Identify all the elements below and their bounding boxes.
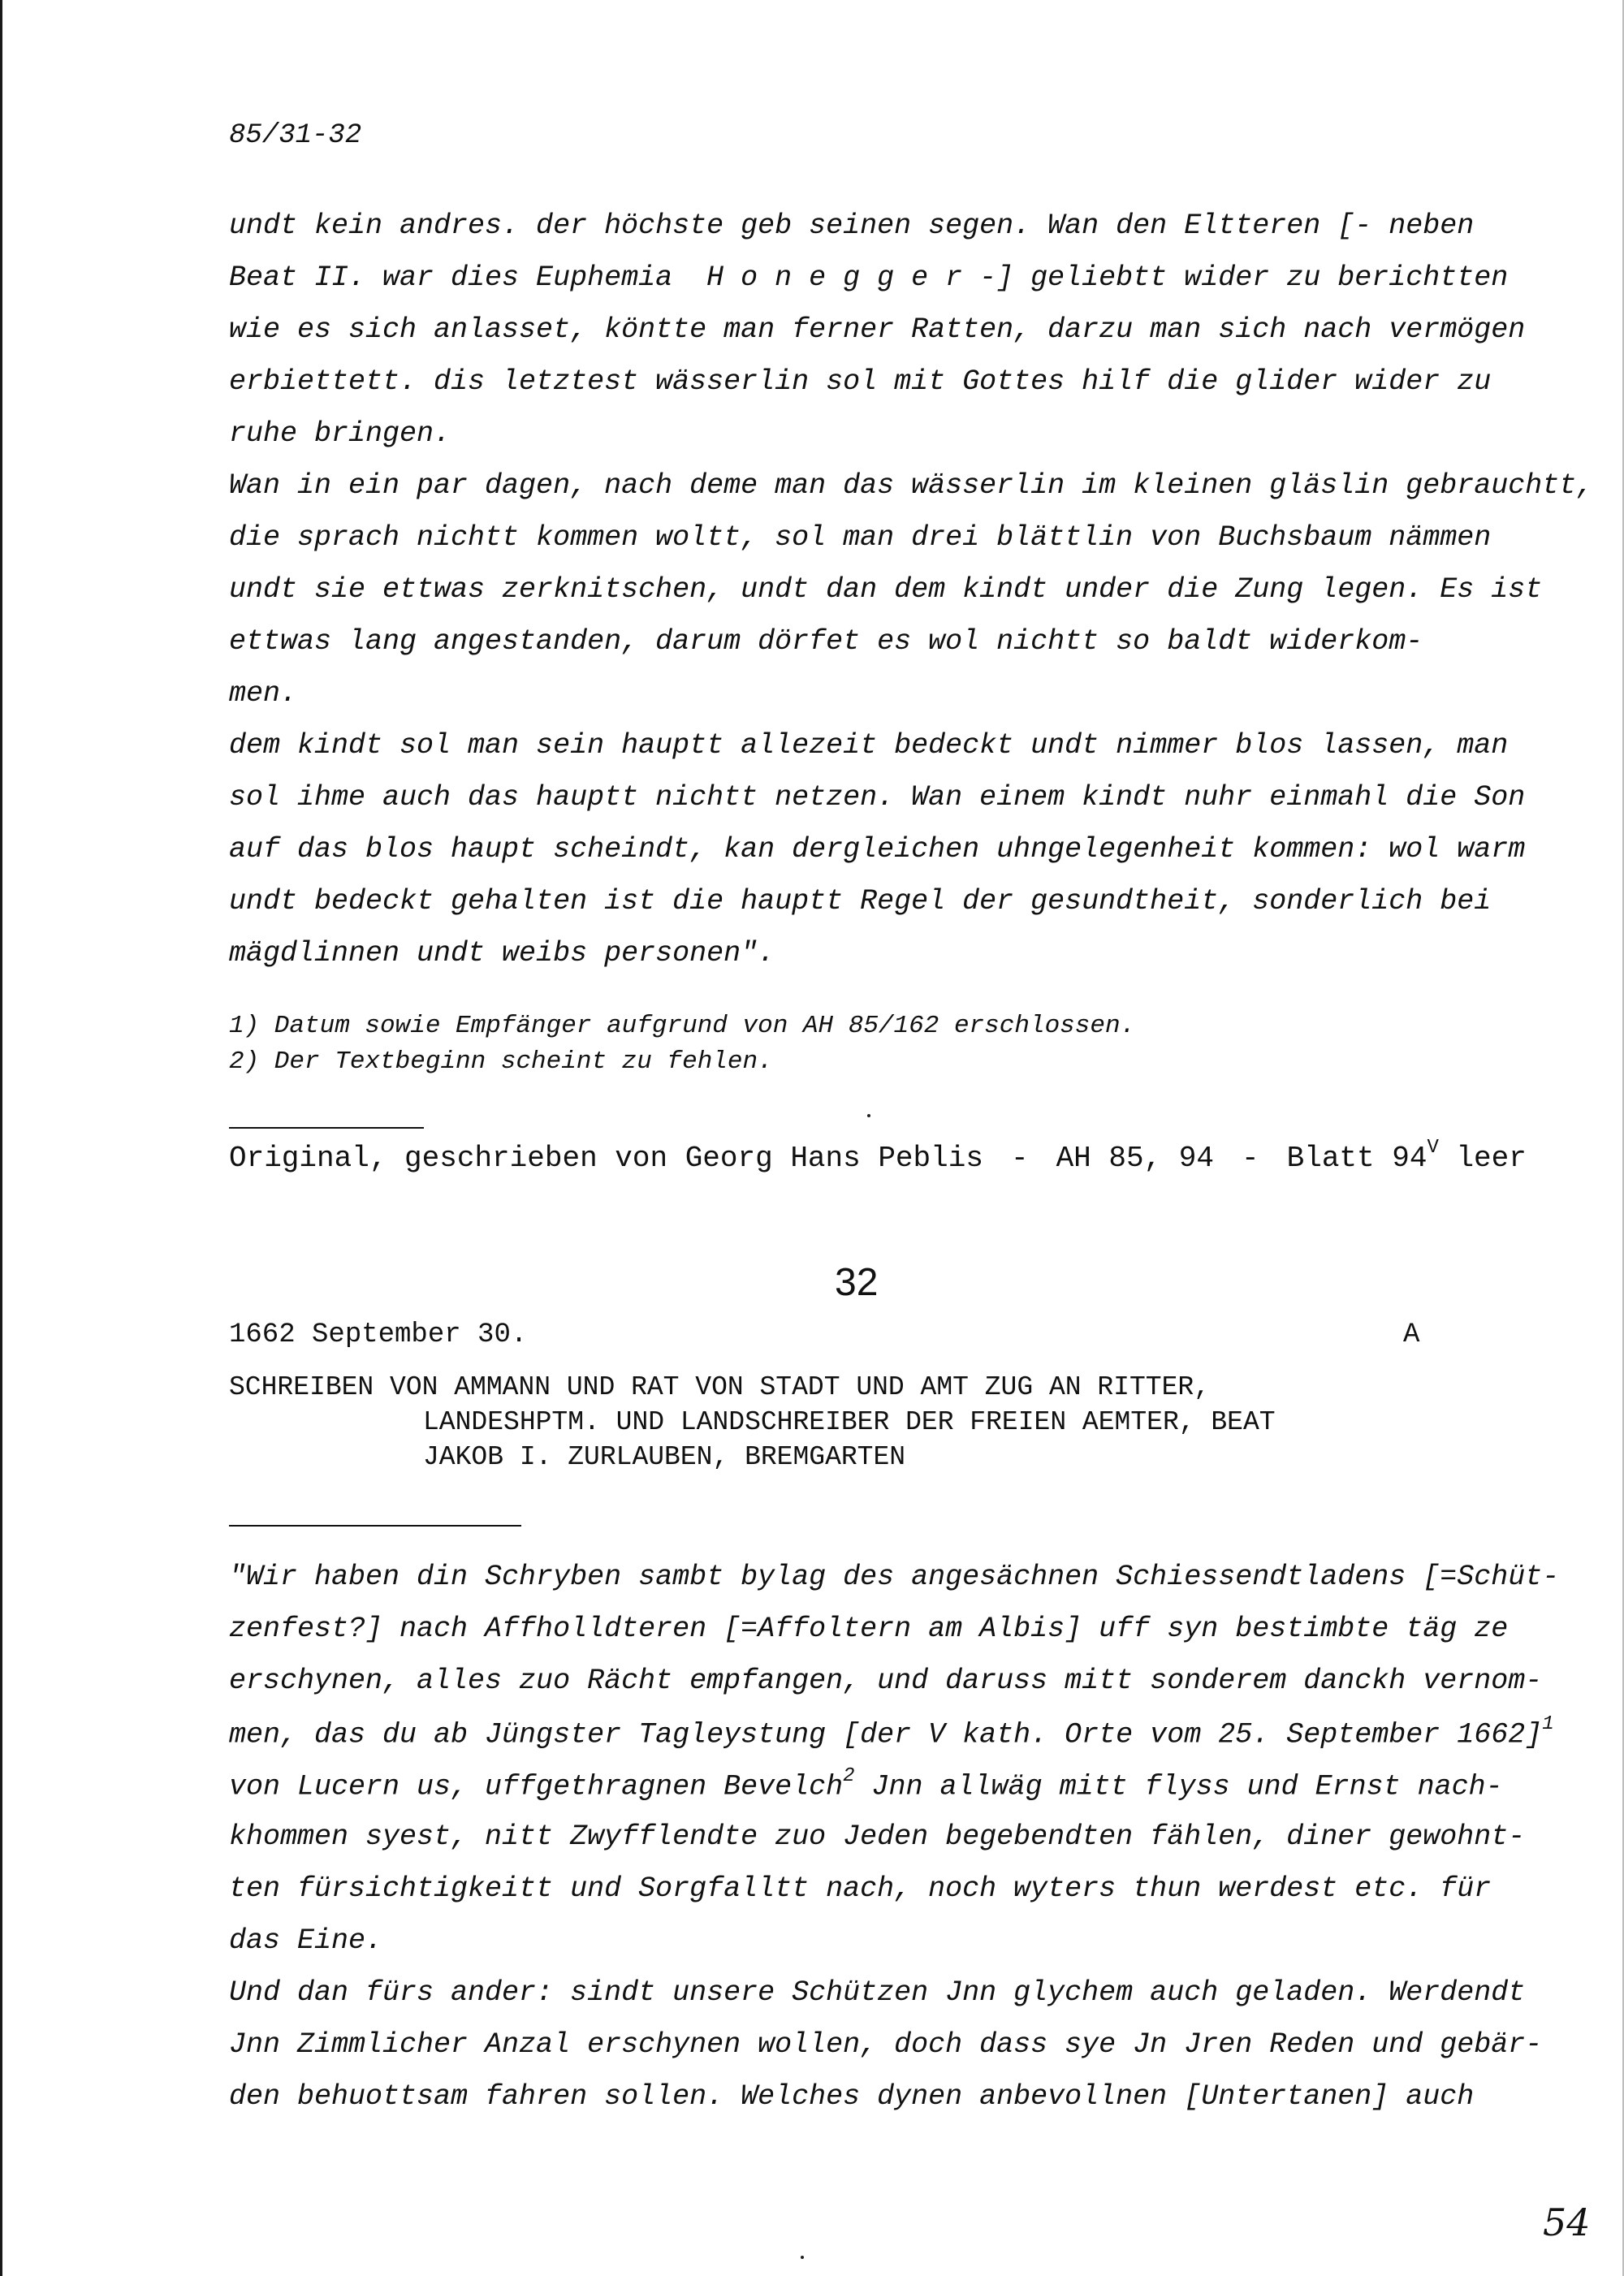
text-line: erbiettett. dis letztest wässerlin sol mit Gottes hilf die glider wider zu (229, 365, 1492, 398)
text-line: Und dan fürs ander: sindt unsere Schützen Jnn glychem auch geladen. Werdendt (229, 1976, 1526, 2009)
document-heading-line: SCHREIBEN VON AMMANN UND RAT VON STADT UND AMT ZUG AN RITTER, (229, 1372, 1210, 1402)
archive-reference: AH 85, 94 (1056, 1142, 1214, 1175)
text-line: erschynen, alles zuo Rächt empfangen, und daruss mitt sonderem danckh vernom- (229, 1665, 1543, 1697)
text-line: men. (229, 677, 298, 710)
text-line: auf das blos haupt scheindt, kan dergleichen uhngelegenheit kommen: wol warm (229, 833, 1526, 866)
sheet-reference: Blatt 94 (1286, 1142, 1427, 1175)
text-line (229, 1765, 1503, 1803)
text-line: undt kein andres. der höchste geb seinen segen. Wan den Eltteren [- neben (229, 209, 1475, 242)
footnote-marker: 2 (843, 1765, 855, 1787)
text-line: ettwas lang angestanden, darum dörfet es wol nichtt so baldt widerkom- (229, 625, 1423, 658)
classification-letter: A (1403, 1319, 1420, 1350)
scan-speck (801, 2256, 804, 2259)
separator-rule (229, 1525, 521, 1527)
text-fragment: men, das du ab Jüngster Tagleystung [der V kath. Orte vom 25. September 1662] (229, 1718, 1543, 1751)
text-line: Wan in ein par dagen, nach deme man das wässerlin im kleinen gläslin gebrauchtt, (229, 469, 1594, 502)
text-line: ten fürsichtigkeitt und Sorgfalltt nach, noch wyters thun werdest etc. für (229, 1872, 1492, 1905)
text-line (229, 1713, 1554, 1751)
text-fragment: von Lucern us, uffgethragnen Bevelch (229, 1770, 844, 1803)
text-line: wie es sich anlasset, köntte man ferner Ratten, darzu man sich nach vermögen (229, 313, 1526, 346)
source-description: Original, geschrieben von Georg Hans Peblis (229, 1142, 983, 1175)
text-line: den behuottsam fahren sollen. Welches dynen anbevollnen [Untertanen] auch (229, 2080, 1475, 2113)
text-fragment: Jnn allwäg mitt flyss und Ernst nach- (854, 1770, 1503, 1803)
source-separator: - (1242, 1142, 1259, 1175)
text-line: mägdlinnen undt weibs personen". (229, 937, 775, 970)
page-reference: 85/31-32 (229, 120, 362, 151)
text-line: Jnn Zimmlicher Anzal erschynen wollen, doch dass sye Jn Jren Reden und gebär- (229, 2028, 1543, 2061)
text-line: undt bedeckt gehalten ist die hauptt Regel der gesundtheit, sonderlich bei (229, 885, 1492, 918)
text-line: Beat II. war dies Euphemia H o n e g g e r -] geliebtt wider zu berichtten (229, 261, 1509, 294)
sheet-status: leer (1456, 1142, 1527, 1175)
handwritten-page-mark: 54 (1543, 2200, 1591, 2244)
document-heading-line: JAKOB I. ZURLAUBEN, BREMGARTEN (423, 1442, 906, 1472)
footnote-1: 1) Datum sowie Empfänger aufgrund von AH 85/162 erschlossen. (229, 1012, 1136, 1040)
document-heading-line: LANDESHPTM. UND LANDSCHREIBER DER FREIEN AEMTER, BEAT (423, 1407, 1276, 1437)
separator-rule (229, 1127, 424, 1129)
scan-speck (867, 1114, 870, 1117)
document-number: 32 (835, 1261, 879, 1304)
document-date: 1662 September 30. (229, 1319, 528, 1350)
footnote-2: 2) Der Textbeginn scheint zu fehlen. (229, 1047, 773, 1076)
sheet-verso-mark: V (1427, 1137, 1439, 1159)
text-line: sol ihme auch das hauptt nichtt netzen. Wan einem kindt nuhr einmahl die Son (229, 781, 1526, 814)
text-line: undt sie ettwas zerknitschen, undt dan dem kindt under die Zung legen. Es ist (229, 573, 1543, 606)
footnote-marker: 1 (1542, 1713, 1554, 1735)
text-line: dem kindt sol man sein hauptt allezeit bedeckt undt nimmer blos lassen, man (229, 729, 1509, 762)
text-line: khommen syest, nitt Zwyfflendte zuo Jeden begebendten fählen, diner gewohnt- (229, 1820, 1526, 1853)
text-line: "Wir haben din Schryben sambt bylag des angesächnen Schiessendtladens [=Schüt- (229, 1561, 1560, 1593)
text-line: zenfest?] nach Affholldteren [=Affoltern am Albis] uff syn bestimbte täg ze (229, 1613, 1509, 1645)
scan-left-edge (0, 0, 2, 2276)
source-line (229, 1137, 1527, 1175)
source-separator: - (1010, 1142, 1029, 1175)
text-line: die sprach nichtt kommen woltt, sol man drei blättlin von Buchsbaum nämmen (229, 521, 1492, 554)
text-line: das Eine. (229, 1924, 383, 1957)
text-line: ruhe bringen. (229, 417, 451, 450)
